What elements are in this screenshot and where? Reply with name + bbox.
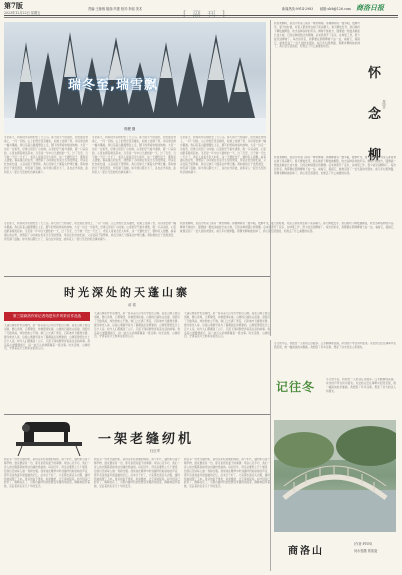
page-number: 第7版 — [4, 1, 23, 10]
huai-nian-liu-text-2: 我喜欢柳树，是因为老家门前有一棵老柳树。那棵柳树有一搂多粗，枝繁叶茂，夏天的时候，村里人都喜欢在树下乘凉聊天。春天柳枝发芽，我们就折下柳枝做柳笛，吹出各种各样的声音。柳树不挑地方，随便插一根枝条就能长成大树，它的这种顽强让我敬佩。后来我离开了家乡，在城里工作，很少能见到柳树了。每次回老家，我都要在那棵柳树下站一站，看看它，摸摸它，就像见到了一位久别的老朋友。前几年村里修路，那棵老柳树被砍掉了，我心里空落落的，好像丢了什么重要的东西。 — [274, 156, 396, 175]
email: 邮箱:slrb@126.com — [320, 7, 351, 11]
sewing-machine-drawing — [10, 416, 90, 456]
bridge-photo — [274, 420, 396, 532]
photo-credit: 郭俊 摄 — [124, 127, 136, 131]
hotline: 新闻热线:0914-2983 — [282, 7, 314, 11]
bridge-credit: 何永强摄 郭凯旋 — [354, 549, 378, 553]
section-title — [145, 2, 265, 21]
sewing-machine-icon — [10, 416, 90, 456]
top-article-col-2: 冬至那天，我和同学们相约去了天竺山。那天的天气特别好，阳光照在雪地上，一闪一闪的。山上的雪还没有融化，松树上挂满了雪，远远望去像一幅水墨画。我们沿着山路慢慢往上走，脚下的雪咯吱咯吱地响，大家一边走一边说笑，好像又回到了小时候。山里的空气格外清新，吸一口凉凉的，心里也跟着敞亮起来。冬至是一年中白天最短的一天，过了冬至，日子就一天比一天长了，老家人常说冬至大如年，这一天要吃饺子，要和家人团聚。看着漫山的白雪，我想起了小时候在老家过冬至的情景，母亲在灶台前忙碌，父亲在院子里劈柴，我们兄妹几个围着火炉烤红薯。那时候的日子虽然清苦，却充满了温暖。如今我们都长大了，各自在外奔波，能和家人一起过冬至的机会越来越少。 — [92, 136, 176, 175]
title-char-1: 怀 — [368, 66, 382, 81]
snow-forest-photo — [4, 22, 266, 134]
title-char-2: 念 — [368, 107, 382, 122]
masthead — [0, 0, 402, 16]
paper-name: 商洛日报 — [356, 3, 384, 12]
article1-title: 时光深处的天蓬山寨 — [64, 286, 190, 299]
article2-title: 一架老缝纫机 — [98, 432, 195, 447]
article1-col-2: 天蓬山寨在柞水县境内，是一座有着几百年历史的古山寨。站在山寨上极目远眺，群山连绵，云雾缭绕，仿佛置身仙境。山寨的石墙依山而建，虽经历了无数风雨，却依然屹立不倒。寨门上长满了青苔，石阶被岁月磨得光滑。据当地老人讲，这座山寨最早是为了躲避战乱而修建的，山寨里曾经住过上百户人家。如今人们都搬到了山下，只留下残垣断壁诉说着往昔的故事。我沿着古道慢慢前行，每一块石头仿佛都藏着一段往事。时光流转，山寨依旧，守望着这片土地和这里的人们。 — [94, 312, 180, 339]
bridge-illustration — [274, 420, 396, 532]
ji-wang-dong-logo — [276, 378, 322, 404]
logo-text: 记往冬 — [276, 380, 316, 394]
bridge-caption-sub: (作者:PIYN) — [354, 542, 373, 546]
editor-line: 责编:王蓉蓉 版面:冯蕾 校对:李丽 美术 — [88, 7, 143, 11]
article2-col-3: 我家有一台老式缝纫机，是母亲年轻时候的嫁妆。那个年代，缝纫机可是个稀罕物，谁家要是有一台，那可是很有面子的事情。母亲心灵手巧，我们一家人的衣服都是她用这台缝纫机做的。每到过年，母亲总要熬上几个通宵，给我们兄妹每人做一身新衣服。我常常在睡梦中听到缝纫机哒哒哒的声音，那声音是我童年最温暖的记忆。后来日子好了，大家都去商店买衣服，缝纫机就闲置了下来。母亲却舍不得扔，时常擦拭，让它保持锃亮。如今母亲已经老了，眼睛也花了，可那台缝纫机依然摆在老屋的角落里，静静地陪伴着她，见证着我们家几十年的变迁。 — [184, 458, 270, 489]
top-article-col-1: 冬至那天，我和同学们相约去了天竺山。那天的天气特别好，阳光照在雪地上，一闪一闪的。山上的雪还没有融化，松树上挂满了雪，远远望去像一幅水墨画。我们沿着山路慢慢往上走，脚下的雪咯吱咯吱地响，大家一边走一边说笑，好像又回到了小时候。山里的空气格外清新，吸一口凉凉的，心里也跟着敞亮起来。冬至是一年中白天最短的一天，过了冬至，日子就一天比一天长了，老家人常说冬至大如年，这一天要吃饺子，要和家人团聚。看着漫山的白雪，我想起了小时候在老家过冬至的情景，母亲在灶台前忙碌，父亲在院子里劈柴，我们兄妹几个围着火炉烤红薯。那时候的日子虽然清苦，却充满了温暖。如今我们都长大了，各自在外奔波，能和家人一起过冬至的机会越来越少。 — [4, 136, 88, 175]
middle-text-band-left: 冬至那天，我和同学们相约去了天竺山。那天的天气特别好，阳光照在雪地上，一闪一闪的。山上的雪还没有融化，松树上挂满了雪，远远望去像一幅水墨画。我们沿着山路慢慢往上走，脚下的雪咯吱咯吱地响，大家一边走一边说笑，好像又回到了小时候。山里的空气格外清新，吸一口凉凉的，心里也跟着敞亮起来。冬至是一年中白天最短的一天，过了冬至，日子就一天比一天长了，老家人常说冬至大如年，这一天要吃饺子，要和家人团聚。看着漫山的白雪，我想起了小时候在老家过冬至的情景，母亲在灶台前忙碌，父亲在院子里劈柴，我们兄妹几个围着火炉烤红薯。那时候的日子虽然清苦，却充满了温暖。如今我们都长大了，各自在外奔波，能和家人一起过冬至的机会越来越少。 — [4, 222, 176, 241]
huai-nian-liu-text-1: 我喜欢柳树，是因为老家门前有一棵老柳树。那棵柳树有一搂多粗，枝繁叶茂，夏天的时候，村里人都喜欢在树下乘凉聊天。春天柳枝发芽，我们就折下柳枝做柳笛，吹出各种各样的声音。柳树不挑地方，随便插一根枝条就能长成大树，它的这种顽强让我敬佩。后来我离开了家乡，在城里工作，很少能见到柳树了。每次回老家，我都要在那棵柳树下站一站，看看它，摸摸它，就像见到了一位久别的老朋友。前几年村里修路，那棵老柳树被砍掉了，我心里空落落的，好像丢了什么重要的东西。 — [274, 22, 360, 49]
article2-col-1: 我家有一台老式缝纫机，是母亲年轻时候的嫁妆。那个年代，缝纫机可是个稀罕物，谁家要是有一台，那可是很有面子的事情。母亲心灵手巧，我们一家人的衣服都是她用这台缝纫机做的。每到过年，母亲总要熬上几个通宵，给我们兄妹每人做一身新衣服。我常常在睡梦中听到缝纫机哒哒哒的声音，那声音是我童年最温暖的记忆。后来日子好了，大家都去商店买衣服，缝纫机就闲置了下来。母亲却舍不得扔，时常擦拭，让它保持锃亮。如今母亲已经老了，眼睛也花了，可那台缝纫机依然摆在老屋的角落里，静静地陪伴着她，见证着我们家几十年的变迁。 — [4, 458, 90, 489]
article1-col-3: 天蓬山寨在柞水县境内，是一座有着几百年历史的古山寨。站在山寨上极目远眺，群山连绵，云雾缭绕，仿佛置身仙境。山寨的石墙依山而建，虽经历了无数风雨，却依然屹立不倒。寨门上长满了青苔，石阶被岁月磨得光滑。据当地老人讲，这座山寨最早是为了躲避战乱而修建的，山寨里曾经住过上百户人家。如今人们都搬到了山下，只留下残垣断壁诉说着往昔的故事。我沿着古道慢慢前行，每一块石头仿佛都藏着一段往事。时光流转，山寨依旧，守望着这片土地和这里的人们。 — [184, 312, 270, 339]
header-rule — [4, 15, 398, 16]
article1-top-rule — [4, 276, 270, 277]
right-lower-divider — [270, 340, 271, 571]
article2-col-2: 我家有一台老式缝纫机，是母亲年轻时候的嫁妆。那个年代，缝纫机可是个稀罕物，谁家要是有一台，那可是很有面子的事情。母亲心灵手巧，我们一家人的衣服都是她用这台缝纫机做的。每到过年，母亲总要熬上几个通宵，给我们兄妹每人做一身新衣服。我常常在睡梦中听到缝纫机哒哒哒的声音，那声音是我童年最温暖的记忆。后来日子好了，大家都去商店买衣服，缝纫机就闲置了下来。母亲却舍不得扔，时常擦拭，让它保持锃亮。如今母亲已经老了，眼睛也花了，可那台缝纫机依然摆在老屋的角落里，静静地陪伴着她，见证着我们家几十年的变迁。 — [94, 458, 180, 489]
article1-author: 郝 德 — [128, 303, 136, 307]
article2-top-rule — [4, 414, 270, 415]
top-article-col-3: 冬至那天，我和同学们相约去了天竺山。那天的天气特别好，阳光照在雪地上，一闪一闪的。山上的雪还没有融化，松树上挂满了雪，远远望去像一幅水墨画。我们沿着山路慢慢往上走，脚下的雪咯吱咯吱地响，大家一边走一边说笑，好像又回到了小时候。山里的空气格外清新，吸一口凉凉的，心里也跟着敞亮起来。冬至是一年中白天最短的一天，过了冬至，日子就一天比一天长了，老家人常说冬至大如年，这一天要吃饺子，要和家人团聚。看着漫山的白雪，我想起了小时候在老家过冬至的情景，母亲在灶台前忙碌，父亲在院子里劈柴，我们兄妹几个围着火炉烤红薯。那时候的日子虽然清苦，却充满了温暖。如今我们都长大了，各自在外奔波，能和家人一起过冬至的机会越来越少。 — [180, 136, 266, 175]
middle-text-band: 我喜欢柳树，是因为老家门前有一棵老柳树。那棵柳树有一搂多粗，枝繁叶茂，夏天的时候，村里人都喜欢在树下乘凉聊天。春天柳枝发芽，我们就折下柳枝做柳笛，吹出各种各样的声音。柳树不挑地方，随便插一根枝条就能长成大树，它的这种顽强让我敬佩。后来我离开了家乡，在城里工作，很少能见到柳树了。每次回老家，我都要在那棵柳树下站一站，看看它，摸摸它，就像见到了一位久别的老朋友。前几年村里修路，那棵老柳树被砍掉了，我心里空落落的，好像丢了什么重要的东西。 — [180, 222, 396, 233]
sidebar-divider — [270, 20, 271, 336]
huai-nian-liu-author: 周国华 — [382, 100, 386, 109]
header-rule-thin — [4, 17, 398, 18]
article2-author: 杜红军 — [150, 449, 161, 453]
collection-banner — [4, 312, 90, 321]
banner-text: 第三届商洛作家记者再进东乡风采访作品选 — [12, 314, 82, 318]
article1-col-1: 天蓬山寨在柞水县境内，是一座有着几百年历史的古山寨。站在山寨上极目远眺，群山连绵，云雾缭绕，仿佛置身仙境。山寨的石墙依山而建，虽经历了无数风雨，却依然屹立不倒。寨门上长满了青苔，石阶被岁月磨得光滑。据当地老人讲，这座山寨最早是为了躲避战乱而修建的，山寨里曾经住过上百户人家。如今人们都搬到了山下，只留下残垣断壁诉说着往昔的故事。我沿着古道慢慢前行，每一块石头仿佛都藏着一段往事。时光流转，山寨依旧，守望着这片土地和这里的人们。 — [4, 324, 90, 351]
huai-nian-liu-title — [368, 62, 396, 163]
title-char-3: 柳 — [368, 148, 382, 163]
right-lower-text-1: 冬日的午后，我独自一人来到江边散步。江水静静地流淌，岸边的芦苇在风中摇曳。远处的山峦在薄雾中若隐若现，像一幅淡淡的水墨画。我想起了许多往事，想起了远方的亲人和朋友。 — [274, 342, 396, 349]
photo-caption: 瑞冬至,瑞雪飘 — [68, 78, 158, 93]
right-lower-text-2: 冬日的午后，我独自一人来到江边散步。江水静静地流淌，岸边的芦苇在风中摇曳。远处的山峦在薄雾中若隐若现，像一幅淡淡的水墨画。我想起了许多往事，想起了远方的亲人和朋友。 — [326, 378, 396, 393]
bridge-caption-title: 商洛山 — [288, 546, 324, 557]
date-line: 2023年12月22日 星期五 — [4, 11, 41, 15]
